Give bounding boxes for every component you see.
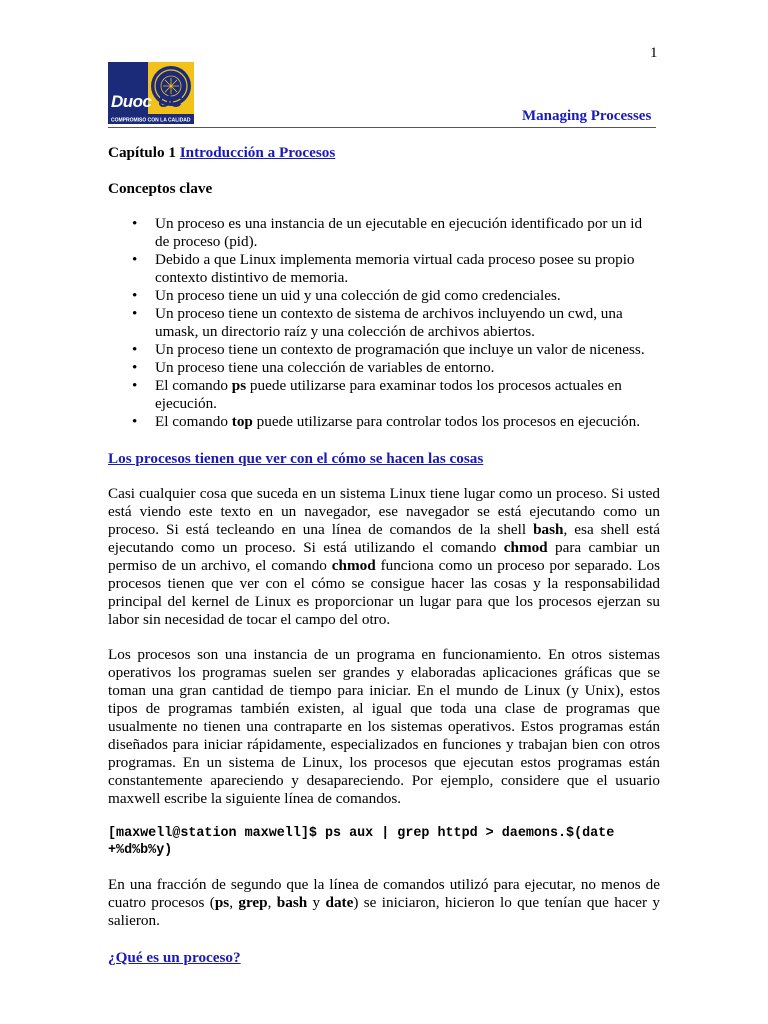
list-item: • Un proceso es una instancia de un ejecutable en ejecución identificado por un id de proceso (pid). [155,215,660,251]
chapter-prefix: Capítulo 1 [108,144,176,161]
concepts-heading: Conceptos clave [108,180,213,197]
paragraph: Casi cualquier cosa que suceda en un sistema Linux tiene lugar como un proceso. Si usted está viendo este texto en un navegador, ese navegador se está ejecutando como un proceso. Si está tecleando en una línea de comandos de la shell bash, esa shell está ejecutando como un proceso. Si está utilizando el comando chmod para cambiar un permiso de un archivo, el comando chmod funciona como un proceso por separado. Los procesos tienen que ver con el cómo se consigue hacer las cosas y la responsabilidad principal del kernel de Linux es proporcionar un lugar para que los procesos ejerzan su labor sin necesidad de tocar el campo del otro. [108,485,661,628]
section-link[interactable]: Los procesos tienen que ver con el cómo se hacen las cosas [108,450,484,467]
chapter-link[interactable]: Introducción a Procesos [179,144,336,161]
list-item: • El comando top puede utilizarse para controlar todos los procesos en ejecución. [155,413,660,431]
chapter-title [108,144,660,162]
page-number: 1 [650,45,658,61]
svg-text:Duoc: Duoc [111,92,152,111]
paragraph: Los procesos son una instancia de un programa en funcionamiento. En otros sistemas operativos los programas suelen ser grandes y elaboradas aplicaciones gráficas que se toman una gran cantidad de tiempo para iniciar. En el mundo de Linux (y Unix), estos tipos de programas también existen, al igual que toda una clase de programas que usualmente no tienen una contraparte en los sistemas operativos. Estos programas están diseñados para iniciar rápidamente, especializados en funciones y trabajan bien con otros programas. En un sistema de Linux, los procesos que ejecutan estos programas están constantemente apareciendo y desapareciendo. Por ejemplo, considere que el usuario maxwell escribe la siguiente línea de comandos. [108,646,660,807]
list-item: • Un proceso tiene un uid y una colección de gid como credenciales. [155,287,660,305]
command-line: [maxwell@station maxwell]$ ps aux | grep httpd > daemons.$(date +%d%b%y) [108,826,623,858]
running-header: Managing Processes [522,108,652,124]
paragraph: En una fracción de segundo que la línea de comandos utilizó para ejecutar, no menos de cuatro procesos (ps, grep, bash y date) se iniciaron, hicieron lo que tenían que hacer y salieron. [108,876,661,929]
svg-text:COMPROMISO CON LA CALIDAD: COMPROMISO CON LA CALIDAD [111,117,191,124]
duocuc-logo [108,62,194,124]
header-rule [108,127,656,128]
list-item: • El comando ps puede utilizarse para examinar todos los procesos actuales en ejecución. [155,377,660,413]
document-body [108,144,660,967]
list-item: • Un proceso tiene una colección de variables de entorno. [155,359,660,377]
list-item: • Debido a que Linux implementa memoria virtual cada proceso posee su propio contexto distintivo de memoria. [155,251,660,287]
section-heading [108,450,660,468]
concepts-list [108,215,660,431]
section-link[interactable]: ¿Qué es un proceso? [108,949,241,966]
list-item: • Un proceso tiene un contexto de sistema de archivos incluyendo un cwd, una umask, un directorio raíz y una colección de archivos abiertos. [155,305,660,341]
svg-text:UC: UC [158,92,182,111]
section-heading [108,949,660,967]
list-item: • Un proceso tiene un contexto de programación que incluye un valor de niceness. [155,341,660,359]
